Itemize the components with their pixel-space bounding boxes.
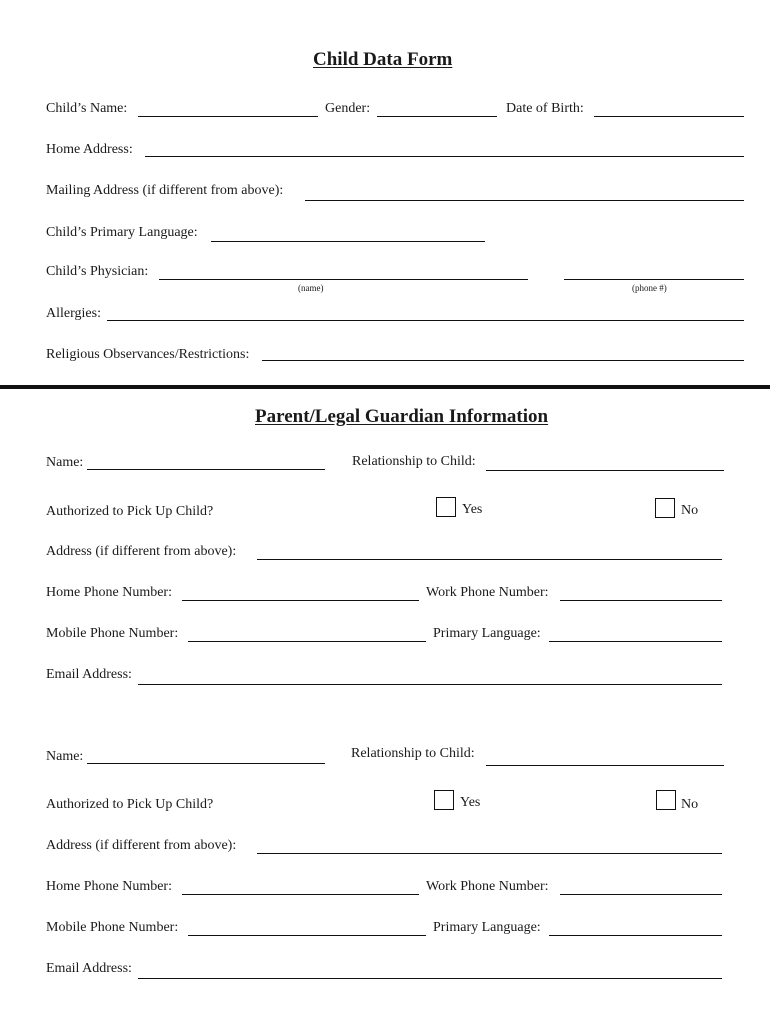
guardian-1-work-phone-label: Work Phone Number: <box>426 585 549 600</box>
gender-field[interactable] <box>377 100 497 117</box>
mailing-address-label: Mailing Address (if different from above): <box>46 183 284 198</box>
guardian-1-yes-label: Yes <box>462 502 483 517</box>
guardian-2-name-field[interactable] <box>87 747 325 764</box>
guardian-2-address-label: Address (if different from above): <box>46 838 237 853</box>
physician-label: Child’s Physician: <box>46 264 149 279</box>
guardian-1-mobile-phone-label: Mobile Phone Number: <box>46 626 179 641</box>
guardian-1-work-phone-field[interactable] <box>560 584 722 601</box>
child-language-field[interactable] <box>211 225 485 242</box>
guardian-2-yes-checkbox[interactable] <box>434 790 454 810</box>
guardian-2-primary-language-label: Primary Language: <box>433 920 541 935</box>
guardian-1-email-label: Email Address: <box>46 667 132 682</box>
allergies-label: Allergies: <box>46 306 101 321</box>
guardian-2-no-checkbox[interactable] <box>656 790 676 810</box>
guardian-2-no-label: No <box>681 797 699 812</box>
guardian-2-relationship-label: Relationship to Child: <box>351 746 475 761</box>
guardian-1-no-checkbox[interactable] <box>655 498 675 518</box>
guardian-2-email-label: Email Address: <box>46 961 132 976</box>
guardian-2-yes-label: Yes <box>460 795 481 810</box>
guardian-1-primary-language-field[interactable] <box>549 625 722 642</box>
guardian-2-home-phone-label: Home Phone Number: <box>46 879 172 894</box>
guardian-1-pickup-label: Authorized to Pick Up Child? <box>46 504 214 519</box>
guardian-2-address-field[interactable] <box>257 837 722 854</box>
physician-name-caption: (name) <box>298 283 324 293</box>
guardian-1-address-label: Address (if different from above): <box>46 544 237 559</box>
mailing-address-field[interactable] <box>305 184 744 201</box>
guardian-1-home-phone-label: Home Phone Number: <box>46 585 172 600</box>
form-title: Child Data Form <box>313 49 453 70</box>
home-address-label: Home Address: <box>46 142 133 157</box>
guardian-1-address-field[interactable] <box>257 543 722 560</box>
child-name-field[interactable] <box>138 100 318 117</box>
guardian-1-name-label: Name: <box>46 455 84 470</box>
child-language-label: Child’s Primary Language: <box>46 225 198 240</box>
gender-label: Gender: <box>325 101 371 116</box>
guardian-2-home-phone-field[interactable] <box>182 878 419 895</box>
dob-field[interactable] <box>594 100 744 117</box>
physician-name-field[interactable] <box>159 263 528 280</box>
guardian-2-pickup-label: Authorized to Pick Up Child? <box>46 797 214 812</box>
guardian-2-primary-language-field[interactable] <box>549 919 722 936</box>
guardian-1-yes-checkbox[interactable] <box>436 497 456 517</box>
guardian-2-name-label: Name: <box>46 749 84 764</box>
religious-label: Religious Observances/Restrictions: <box>46 347 250 362</box>
guardian-1-relationship-field[interactable] <box>486 454 724 471</box>
child-name-label: Child’s Name: <box>46 101 128 116</box>
guardian-2-mobile-phone-label: Mobile Phone Number: <box>46 920 179 935</box>
guardian-2-relationship-field[interactable] <box>486 749 724 766</box>
religious-field[interactable] <box>262 344 744 361</box>
physician-phone-caption: (phone #) <box>632 283 667 293</box>
guardian-1-no-label: No <box>681 503 699 518</box>
allergies-field[interactable] <box>107 304 744 321</box>
guardian-1-primary-language-label: Primary Language: <box>433 626 541 641</box>
guardian-2-work-phone-label: Work Phone Number: <box>426 879 549 894</box>
guardian-1-mobile-phone-field[interactable] <box>188 625 426 642</box>
dob-label: Date of Birth: <box>506 101 584 116</box>
guardian-2-work-phone-field[interactable] <box>560 878 722 895</box>
guardian-2-mobile-phone-field[interactable] <box>188 919 426 936</box>
guardian-1-home-phone-field[interactable] <box>182 584 419 601</box>
physician-phone-field[interactable] <box>564 263 744 280</box>
guardian-1-email-field[interactable] <box>138 668 722 685</box>
guardian-1-relationship-label: Relationship to Child: <box>352 454 476 469</box>
home-address-field[interactable] <box>145 140 744 157</box>
guardian-section-title: Parent/Legal Guardian Information <box>255 406 549 427</box>
section-divider <box>0 385 770 389</box>
guardian-1-name-field[interactable] <box>87 453 325 470</box>
guardian-2-email-field[interactable] <box>138 962 722 979</box>
